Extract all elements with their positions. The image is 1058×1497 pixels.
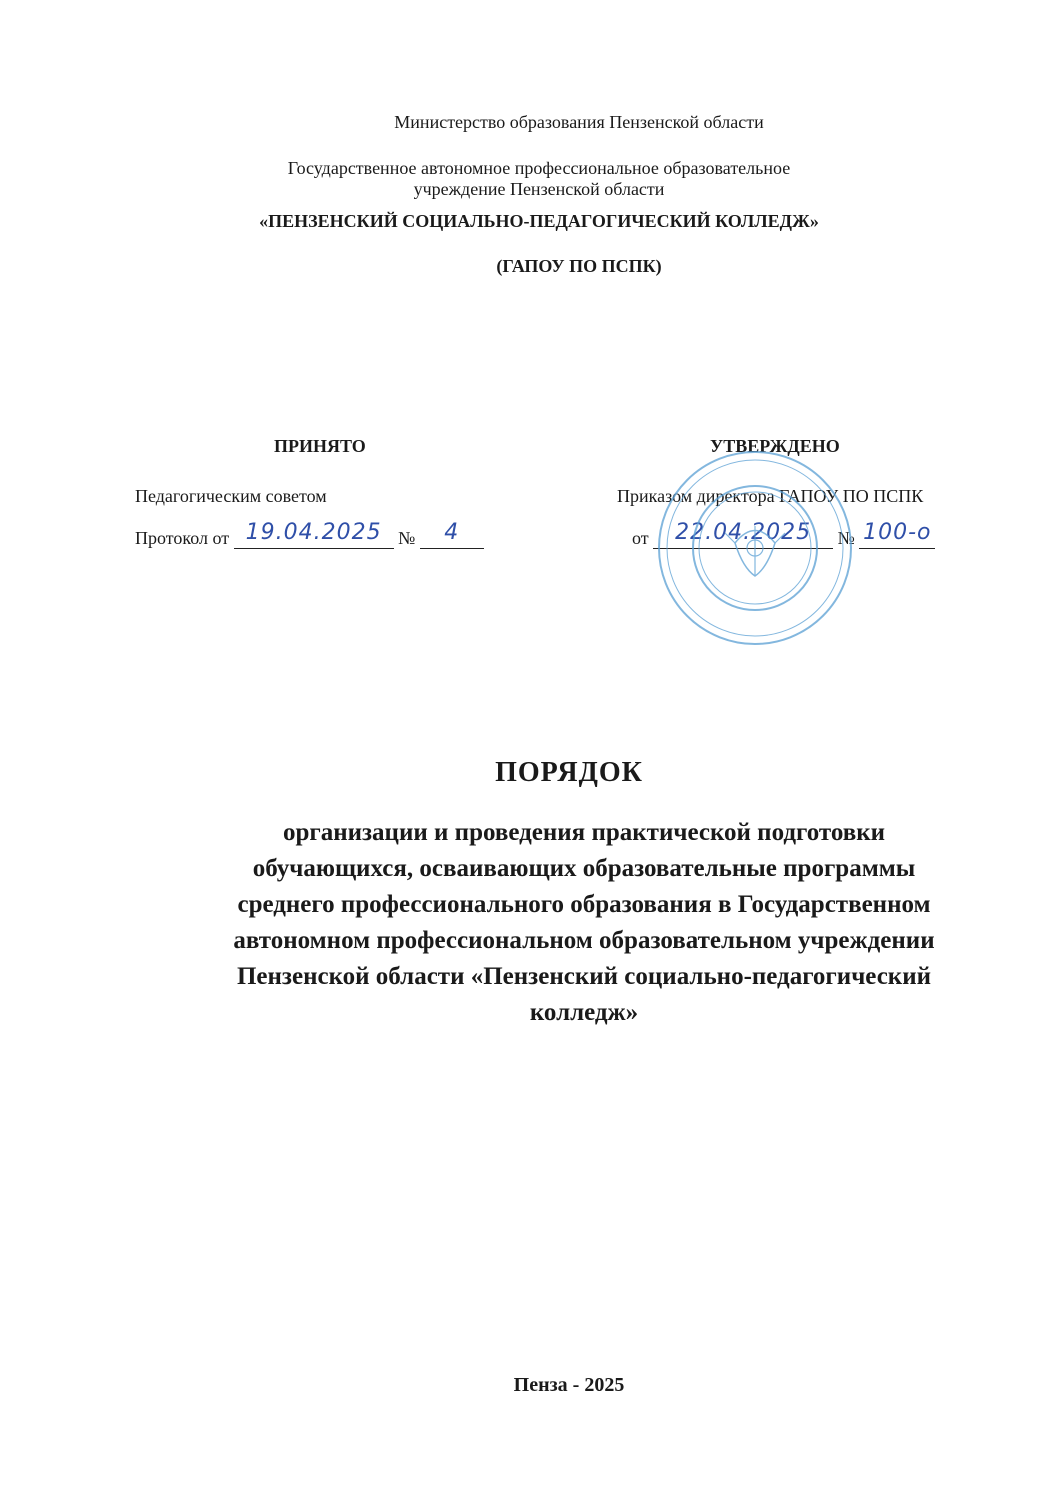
institution-line-2: учреждение Пензенской области [413, 179, 665, 199]
title-line-1: организации и проведения практической подготовки [282, 819, 886, 846]
institution-name [10, 158, 1058, 200]
protocol-line [135, 520, 484, 549]
protocol-number-field [420, 520, 484, 549]
document-title [174, 815, 994, 1031]
order-date-handwritten: 22.04.2025 [675, 520, 812, 545]
protocol-prefix: Протокол от [135, 528, 230, 548]
document-type: ПОРЯДОК [495, 757, 643, 788]
ministry-name: Министерство образования Пензенской области [394, 112, 764, 132]
city-year: Пенза - 2025 [513, 1374, 625, 1396]
title-line-4: автономном профессиональном образовательном учреждении [233, 927, 935, 954]
protocol-number-handwritten: 4 [444, 520, 460, 545]
protocol-date-field [234, 520, 394, 549]
approved-by: Приказом директора ГАПОУ ПО ПСПК [617, 486, 924, 506]
title-line-5: Пензенской области «Пензенский социально-педагогический [236, 963, 932, 990]
title-line-6: колледж» [529, 999, 639, 1026]
order-number-field [859, 520, 935, 549]
order-date-prefix: от [632, 528, 649, 548]
accepted-by: Педагогическим советом [135, 486, 327, 506]
college-name: «ПЕНЗЕНСКИЙ СОЦИАЛЬНО-ПЕДАГОГИЧЕСКИЙ КОЛЛЕДЖ» [259, 211, 819, 231]
title-line-2: обучающихся, осваивающих образовательные программы [252, 855, 916, 882]
approved-heading: УТВЕРЖДЕНО [710, 436, 840, 456]
accepted-heading: ПРИНЯТО [274, 436, 366, 456]
order-number-sign: № [837, 528, 855, 548]
title-line-3: среднего профессионального образования в Государственном [237, 891, 931, 918]
order-number-handwritten: 100-о [863, 520, 932, 545]
college-abbreviation: (ГАПОУ ПО ПСПК) [496, 256, 662, 276]
institution-line-1: Государственное автономное профессиональное образовательное [287, 158, 791, 178]
protocol-number-sign: № [398, 528, 416, 548]
protocol-date-handwritten: 19.04.2025 [245, 520, 382, 545]
official-seal-icon [655, 448, 855, 648]
